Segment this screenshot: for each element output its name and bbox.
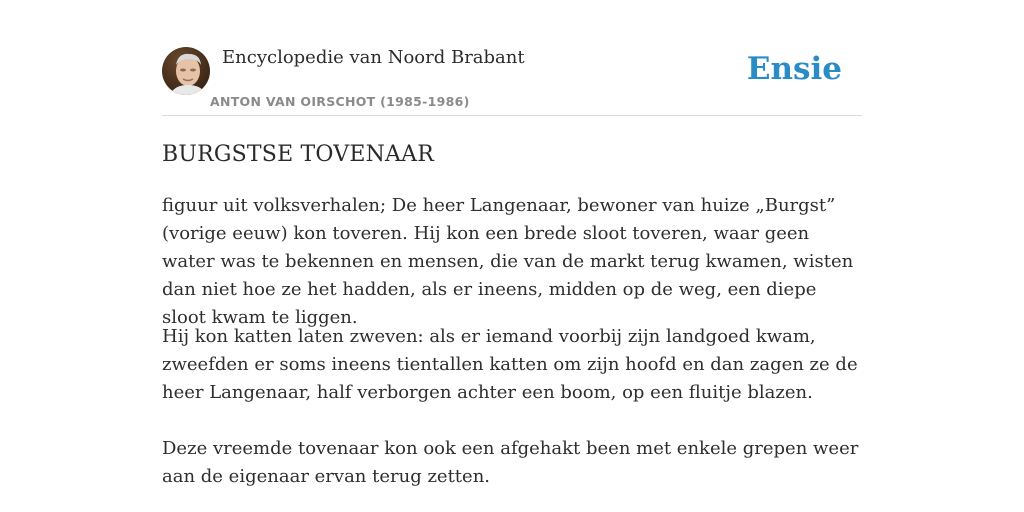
header-divider (162, 115, 862, 116)
author-name[interactable]: ANTON VAN OIRSCHOT (1985-1986) (210, 94, 470, 109)
author-avatar[interactable] (162, 47, 210, 95)
ensie-logo[interactable]: Ensie (746, 51, 842, 87)
publication-title[interactable]: Encyclopedie van Noord Brabant (222, 47, 525, 68)
entry-paragraph: Hij kon katten laten zweven: als er iemand voorbij zijn landgoed kwam, zweefden er soms ineens tientallen katten om zijn hoofd en dan zagen ze de heer Langenaar, half verborgen achter een boom, op een fluitje blazen. (162, 326, 858, 403)
entry-paragraph: Deze vreemde tovenaar kon ook een afgehakt been met enkele grepen weer aan de eigenaar ervan terug zetten. (162, 438, 859, 487)
entry-headword: BURGSTSE TOVENAAR (162, 142, 434, 167)
author-portrait-icon (162, 47, 210, 95)
entry-paragraph: figuur uit volksverhalen; De heer Langenaar, bewoner van huize „Burgst” (vorige eeuw) kon toveren. Hij kon een brede sloot toveren, waar geen water was te bekennen en mensen, die van de markt terug kwamen, wisten dan niet hoe ze het hadden, als er ineens, midden op de weg, een diepe sloot kwam te liggen. (162, 195, 854, 328)
entry-card (162, 0, 862, 512)
